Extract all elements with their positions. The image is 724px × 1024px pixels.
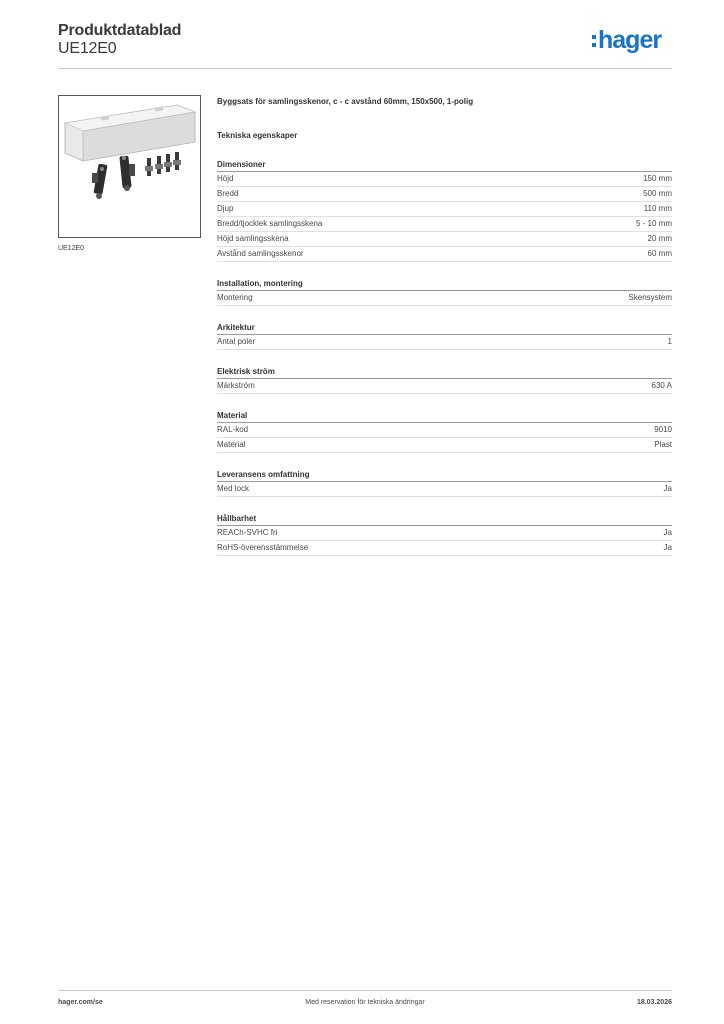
spec-value: Ja <box>663 543 672 552</box>
spec-groups <box>217 159 672 556</box>
spec-value: 110 mm <box>643 204 672 213</box>
spec-label: Bredd/tjocklek samlingsskena <box>217 219 323 228</box>
spec-label: Höjd <box>217 174 234 183</box>
spec-label: Antal poler <box>217 337 256 346</box>
logo-text: hager <box>598 26 662 54</box>
spec-value: 20 mm <box>647 234 672 243</box>
header-divider <box>58 68 672 69</box>
spec-row <box>217 291 672 306</box>
document-header <box>58 22 181 58</box>
spec-value: 5 - 10 mm <box>635 219 672 228</box>
spec-value: 9010 <box>654 425 672 434</box>
spec-group <box>217 278 672 306</box>
product-code: UE12E0 <box>58 40 117 57</box>
spec-value: 630 A <box>651 381 672 390</box>
product-description: Byggsats för samlingsskenor, c - c avstånd 60mm, 150x500, 1-polig <box>217 97 474 106</box>
spec-label: Montering <box>217 293 253 302</box>
product-image <box>58 95 201 238</box>
spec-label: Med lock <box>217 484 250 493</box>
spec-group-title: Dimensioner <box>217 159 672 172</box>
spec-group <box>217 159 672 262</box>
spec-row <box>217 438 672 453</box>
spec-group <box>217 366 672 394</box>
spec-value: Ja <box>663 484 672 493</box>
spec-value: 1 <box>667 337 672 346</box>
spec-row <box>217 526 672 541</box>
footer-divider <box>58 990 672 991</box>
spec-label: RAL-kod <box>217 425 249 434</box>
busbar-kit-illustration <box>59 96 200 237</box>
spec-label: REACh-SVHC fri <box>217 528 278 537</box>
image-caption: UE12E0 <box>58 245 85 252</box>
spec-row <box>217 232 672 247</box>
spec-value: 60 mm <box>647 249 672 258</box>
spec-value: Skensystem <box>628 293 672 302</box>
spec-label: Bredd <box>217 189 239 198</box>
spec-group-title: Material <box>217 410 672 423</box>
spec-label: Avstånd samlingsskenor <box>217 249 304 258</box>
spec-row <box>217 335 672 350</box>
spec-row <box>217 247 672 262</box>
spec-value: Plast <box>654 440 672 449</box>
spec-group-title: Installation, montering <box>217 278 672 291</box>
document-title: Produktdatablad <box>58 22 182 39</box>
footer-website: hager.com/se <box>58 999 103 1006</box>
spec-row <box>217 172 672 187</box>
spec-row <box>217 217 672 232</box>
spec-group-title: Leveransens omfattning <box>217 469 672 482</box>
spec-label: Material <box>217 440 246 449</box>
logo-colon-icon <box>592 35 596 51</box>
technical-properties-heading: Tekniska egenskaper <box>217 131 298 140</box>
spec-group <box>217 410 672 453</box>
spec-group <box>217 513 672 556</box>
spec-label: RoHS-överensstämmelse <box>217 543 309 552</box>
footer-disclaimer: Med reservation för tekniska ändringar <box>305 999 425 1006</box>
spec-value: Ja <box>663 528 672 537</box>
spec-label: Märkström <box>217 381 255 390</box>
spec-row <box>217 423 672 438</box>
spec-label: Djup <box>217 204 234 213</box>
hager-logo <box>592 26 672 58</box>
spec-label: Höjd samlingsskena <box>217 234 289 243</box>
spec-group-title: Hållbarhet <box>217 513 672 526</box>
spec-group <box>217 322 672 350</box>
footer-date: 18.03.2026 <box>636 999 672 1006</box>
spec-value: 500 mm <box>643 189 672 198</box>
spec-row <box>217 187 672 202</box>
spec-group <box>217 469 672 497</box>
spec-content <box>217 96 672 556</box>
spec-group-title: Arkitektur <box>217 322 672 335</box>
spec-row <box>217 202 672 217</box>
spec-group-title: Elektrisk ström <box>217 366 672 379</box>
spec-row <box>217 379 672 394</box>
spec-value: 150 mm <box>643 174 672 183</box>
spec-row <box>217 541 672 556</box>
spec-row <box>217 482 672 497</box>
